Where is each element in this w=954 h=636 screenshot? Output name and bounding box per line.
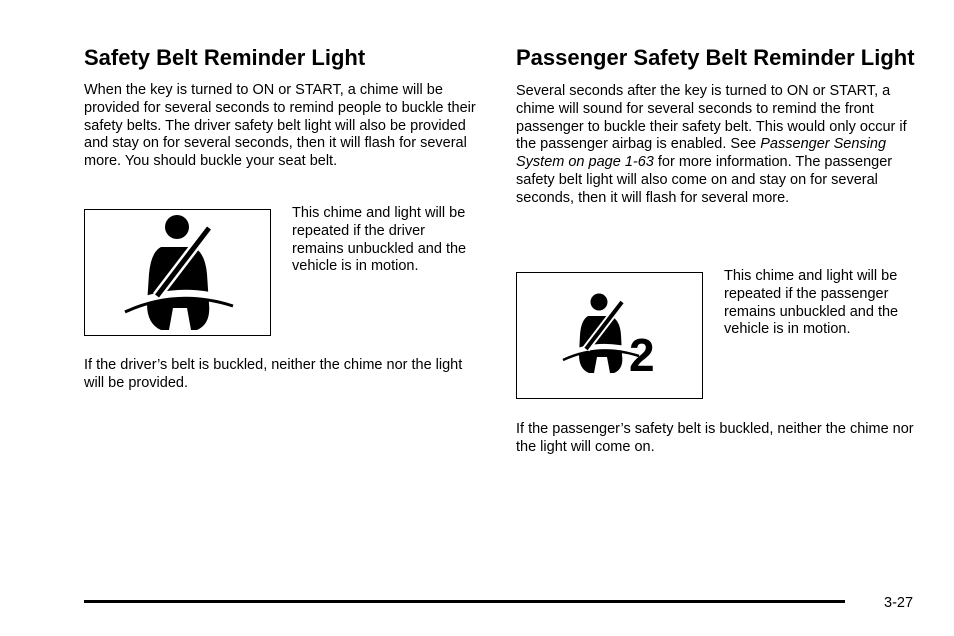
- left-side-text: This chime and light will be repeated if the driver remains unbuckled and the vehicle is in motion.: [292, 205, 467, 275]
- right-paragraph-1-text-a: Several seconds after the key is turned to ON or START, a chime will sound for several seconds to remind the front passenger to buckle their safety belt. This would only occur if the passenger airbag is enabled. See: [516, 83, 907, 153]
- left-paragraph-1: When the key is turned to ON or START, a chime will be provided for several seconds to remind people to buckle their safety belts. The driver safety belt light will also be provided and stay on for several seconds, then it will flash for several more. You should buckle your seat belt.: [84, 82, 476, 170]
- passenger-icon-label: 2: [629, 329, 655, 381]
- left-heading: Safety Belt Reminder Light: [84, 45, 366, 70]
- right-paragraph-1: [516, 83, 920, 208]
- right-paragraph-1-text-b: for more information. The passenger safety belt light will also come on and stay on for several seconds, then it will flash for several more.: [516, 154, 893, 206]
- right-side-text: This chime and light will be repeated if the passenger remains unbuckled and the vehicle is in motion.: [724, 268, 899, 338]
- driver-icon-box: [84, 209, 271, 336]
- passenger-seatbelt-icon: [561, 291, 671, 381]
- right-heading: Passenger Safety Belt Reminder Light: [516, 45, 915, 70]
- footer-rule: [84, 600, 845, 603]
- driver-seatbelt-icon: [121, 212, 241, 332]
- page-number: 3-27: [884, 595, 914, 611]
- passenger-icon-box: [516, 272, 703, 399]
- right-column: [516, 44, 920, 208]
- left-paragraph-2: If the driver’s belt is buckled, neither the chime nor the light will be provided.: [84, 357, 463, 391]
- right-paragraph-2: If the passenger’s safety belt is buckled, neither the chime nor the light will come on.: [516, 421, 914, 455]
- left-column: [84, 44, 476, 171]
- passenger-sensing-reference: Passenger Sensing System on page 1-63: [516, 136, 887, 171]
